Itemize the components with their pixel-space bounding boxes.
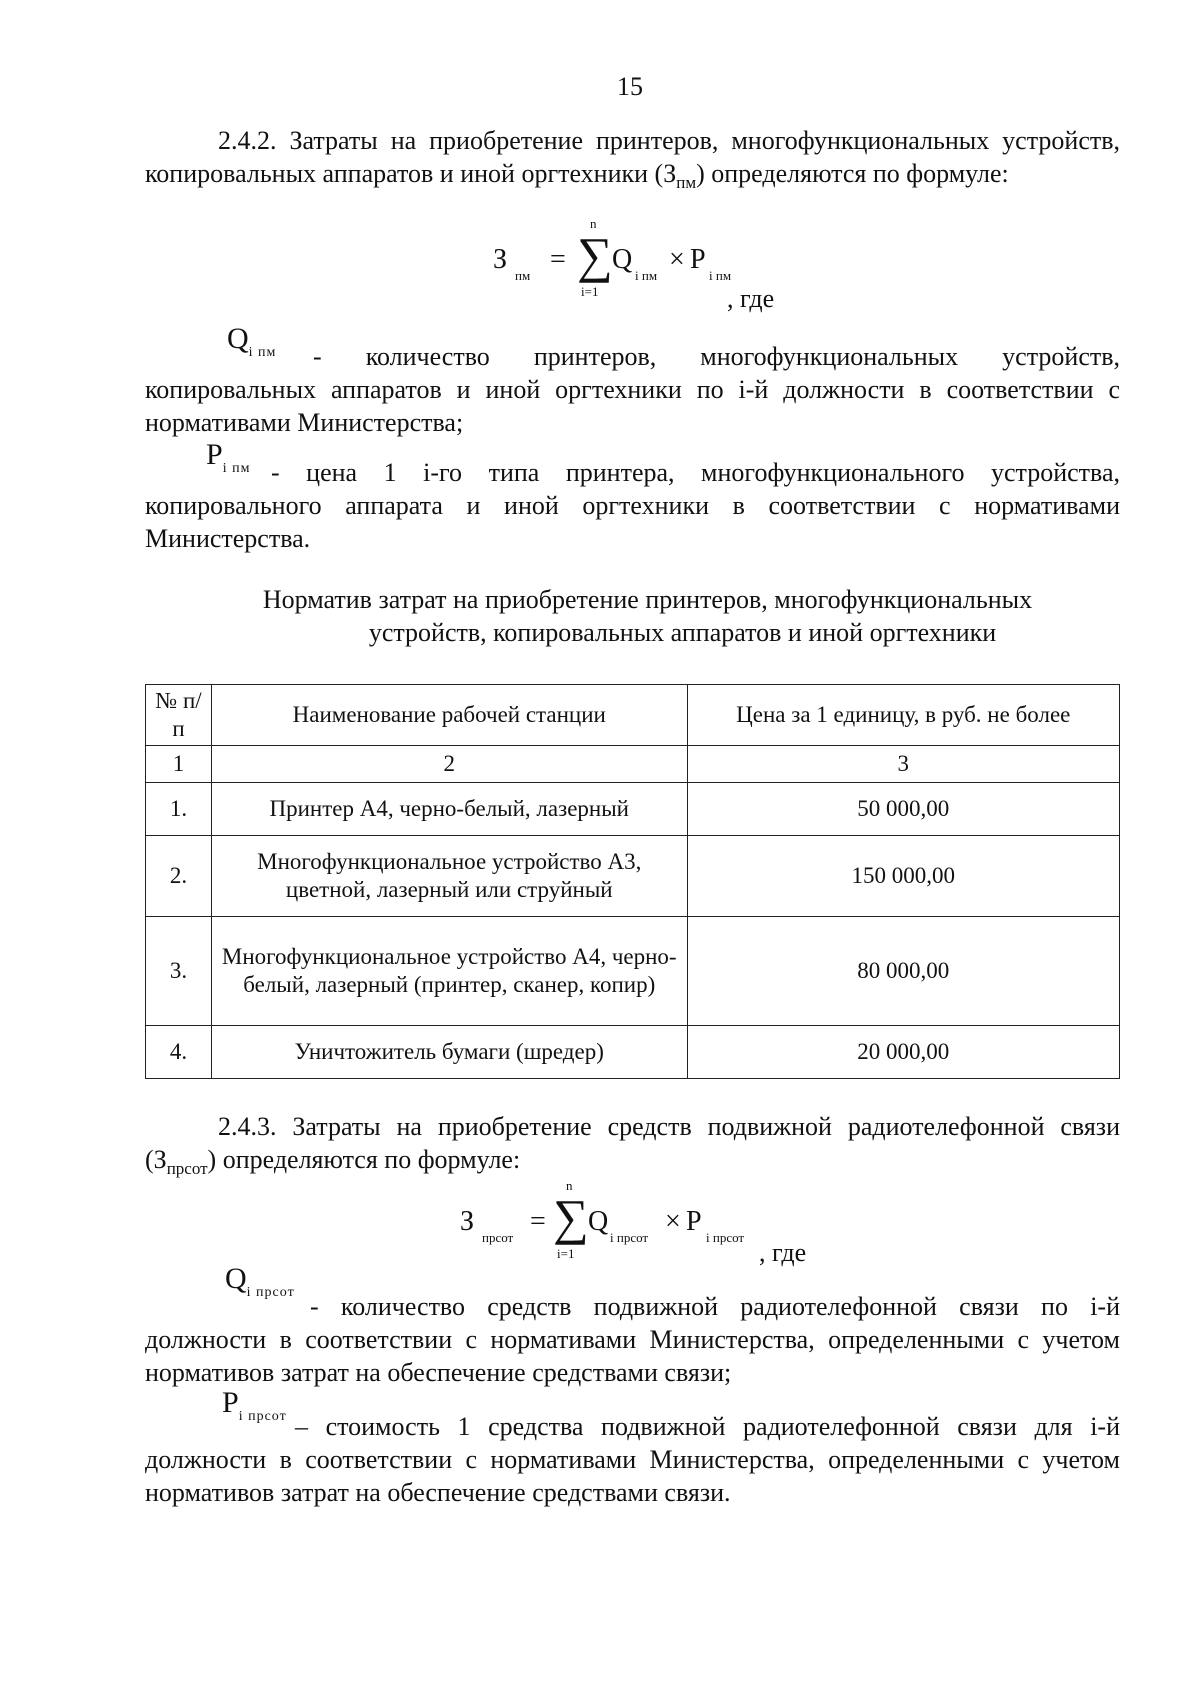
- row-num: 3.: [146, 917, 212, 1026]
- colnum-2: 2: [211, 746, 687, 783]
- formula-sum-bottom: i=1: [581, 284, 599, 299]
- section-2-4-2-text-end: ) определяются по формуле:: [696, 159, 1009, 188]
- row-price: 50 000,00: [687, 783, 1119, 836]
- formula-p-sub: i прсот: [706, 1230, 745, 1245]
- section-2-4-3-text-end: ) определяются по формуле:: [207, 1145, 521, 1174]
- formula-lhs: З: [493, 244, 508, 275]
- row-name: Многофункциональное устройство А3, цветной, лазерный или струйный: [211, 836, 687, 917]
- page-number: 15: [617, 72, 643, 101]
- formula-eq: =: [550, 244, 566, 275]
- p-symbol-letter: P: [206, 438, 223, 471]
- p-definition: – стоимость 1 средства подвижной радиотелефонной связи для i-й должности в соответствии с нормативами Министерства, определенными с учетом нормативов затрат на обеспечение средствами связи.: [145, 1412, 1120, 1507]
- formula-sum-top: n: [590, 216, 597, 231]
- formula-q: Q: [612, 244, 633, 275]
- q-symbol-sub: i пм: [248, 345, 277, 360]
- p-symbol-sub: i прсот: [238, 1409, 287, 1424]
- row-num: 2.: [146, 836, 212, 917]
- table-caption-line1: Норматив затрат на приобретение принтеров, многофункциональных: [262, 585, 1033, 614]
- table-header-row: [146, 685, 1120, 746]
- table-colnum-row: [146, 746, 1120, 783]
- table-row: [146, 917, 1120, 1026]
- section-2-4-2-text-sub: пм: [676, 173, 697, 192]
- row-price: 20 000,00: [687, 1026, 1119, 1079]
- table-row: [146, 783, 1120, 836]
- formula-p: P: [690, 244, 706, 275]
- formula-q-sub: i пм: [635, 268, 658, 283]
- p-symbol-sub: i пм: [222, 461, 251, 476]
- q-definition: - количество средств подвижной радиотелефонной связи по i-й должности в соответствии с нормативами Министерства, определенными с учетом нормативов затрат на обеспечение средствами связи;: [145, 1292, 1120, 1387]
- row-price: 150 000,00: [687, 836, 1119, 917]
- formula-q-sub: i прсот: [610, 1230, 649, 1245]
- formula-sigma: ∑: [577, 227, 613, 283]
- row-name: Уничтожитель бумаги (шредер): [211, 1026, 687, 1079]
- table-row: [146, 1026, 1120, 1079]
- section-2-4-2-intro: [145, 124, 1120, 193]
- formula-tail: , где: [759, 1238, 807, 1267]
- formula-eq: =: [530, 1206, 546, 1237]
- q-symbol-letter: Q: [227, 322, 249, 355]
- formula-tail: , где: [727, 284, 775, 313]
- formula-q: Q: [588, 1206, 609, 1237]
- header-name: Наименование рабочей станции: [211, 685, 687, 746]
- header-num: № п/п: [146, 685, 212, 746]
- section-2-4-3-text: 2.4.3. Затраты на приобретение средств подвижной радиотелефонной связи (З: [145, 1112, 1120, 1174]
- header-price: Цена за 1 единицу, в руб. не более: [687, 685, 1119, 746]
- row-name: Многофункциональное устройство А4, черно-белый, лазерный (принтер, сканер, копир): [211, 917, 687, 1026]
- formula-lhs-sub: прсот: [482, 1230, 514, 1245]
- q-symbol-letter: Q: [225, 1262, 247, 1295]
- p-symbol-letter: P: [222, 1386, 239, 1419]
- formula-sigma: ∑: [553, 1189, 589, 1245]
- colnum-1: 1: [146, 746, 212, 783]
- formula-lhs: З: [460, 1206, 475, 1237]
- table-caption-line2: устройств, копировальных аппаратов и иной оргтехники: [368, 618, 997, 647]
- formula-times: ×: [669, 244, 685, 275]
- section-2-4-2-text: 2.4.2. Затраты на приобретение принтеров, многофункциональных устройств, копировальных аппаратов и иной оргтехники (З: [145, 126, 1120, 188]
- row-num: 1.: [146, 783, 212, 836]
- formula-phones: [460, 1178, 790, 1268]
- row-num: 4.: [146, 1026, 212, 1079]
- norm-table: [145, 684, 1120, 1079]
- formula-p: P: [686, 1206, 702, 1237]
- row-name: Принтер А4, черно-белый, лазерный: [211, 783, 687, 836]
- table-row: [146, 836, 1120, 917]
- formula-sum-top: n: [566, 1178, 573, 1193]
- section-2-4-3-intro: [145, 1110, 1120, 1179]
- formula-times: ×: [665, 1206, 681, 1237]
- colnum-3: 3: [687, 746, 1119, 783]
- formula-lhs-sub: пм: [515, 268, 531, 283]
- p-definition: - цена 1 i-го типа принтера, многофункционального устройства, копировального аппарата и иной оргтехники в соответствии с нормативами Министерства.: [145, 458, 1120, 553]
- row-price: 80 000,00: [687, 917, 1119, 1026]
- formula-sum-bottom: i=1: [557, 1246, 575, 1261]
- formula-p-sub: i пм: [709, 268, 732, 283]
- section-2-4-3-text-sub: прсот: [166, 1159, 208, 1178]
- q-symbol-sub: i прсот: [246, 1285, 295, 1300]
- table-caption: [145, 583, 1120, 649]
- q-definition: - количество принтеров, многофункциональных устройств, копировальных аппаратов и иной оргтехники по i-й должности в соответствии с нормативами Министерства;: [145, 342, 1120, 437]
